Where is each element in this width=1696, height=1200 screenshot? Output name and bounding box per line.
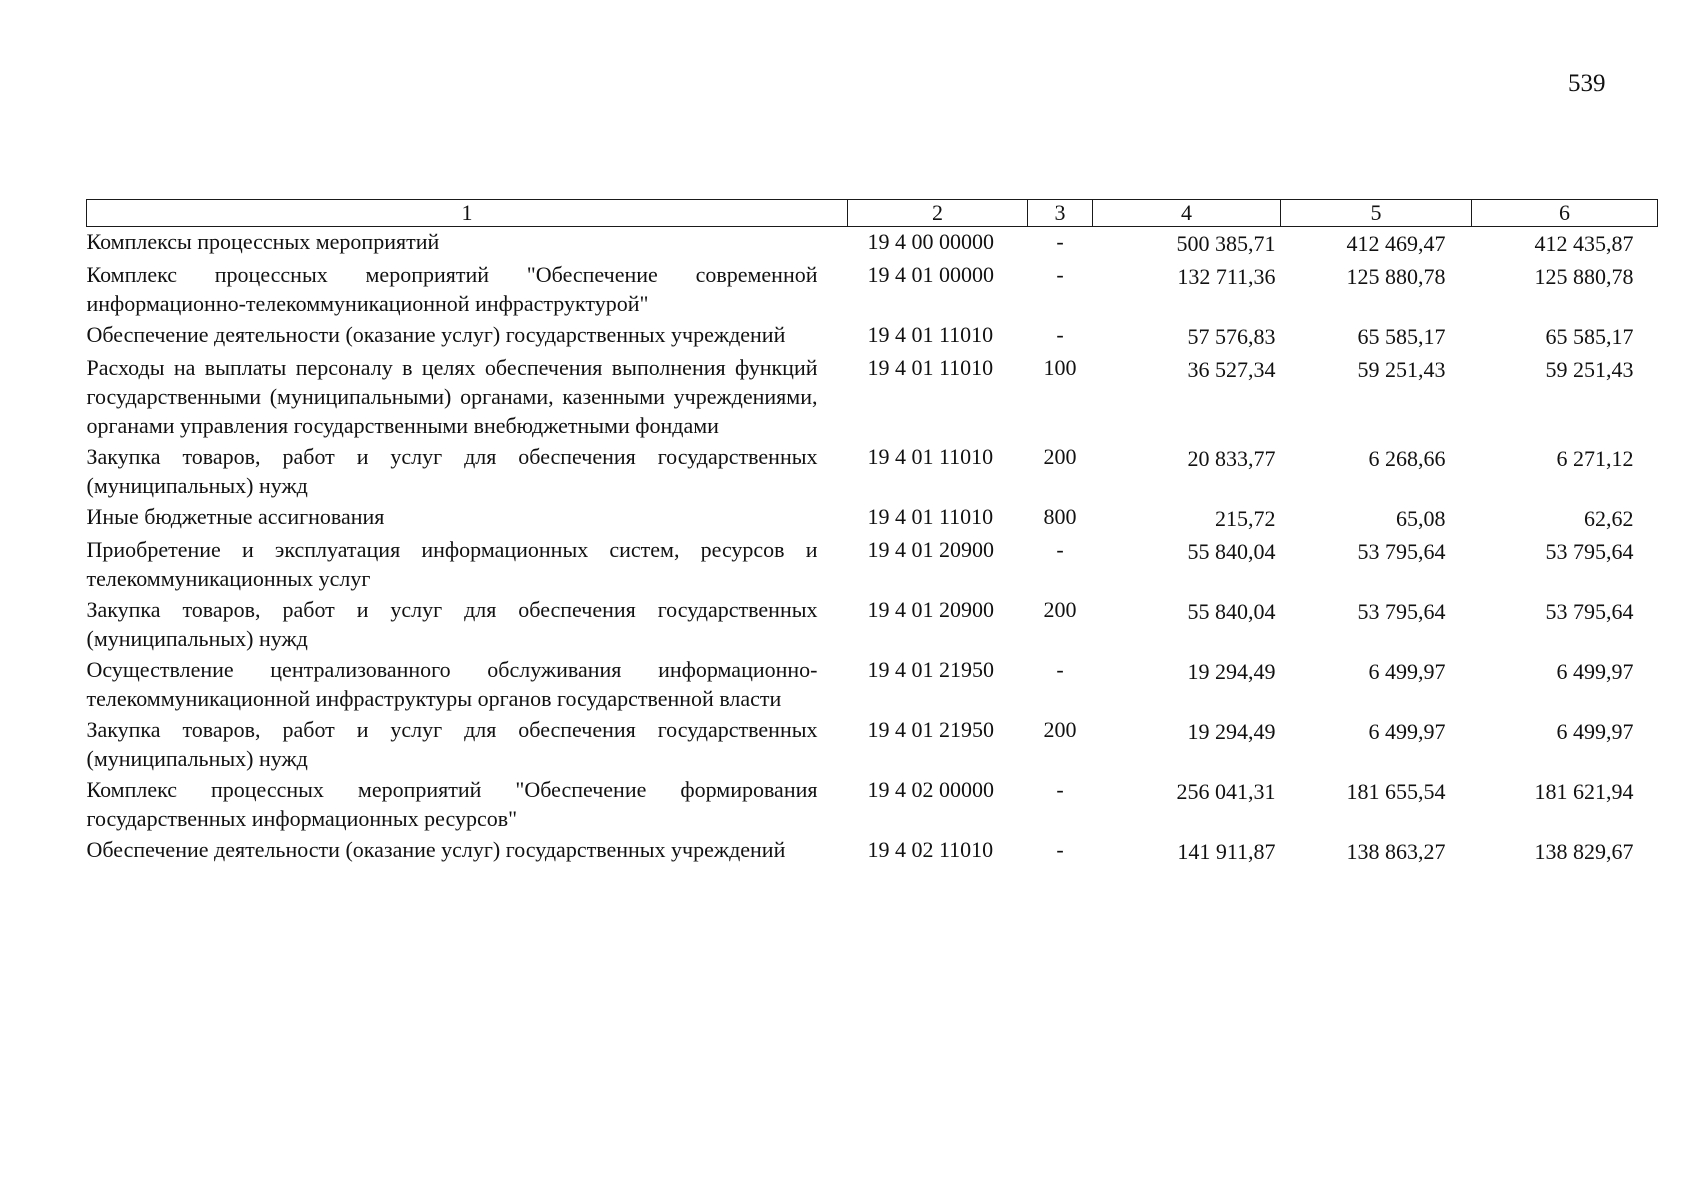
table-row — [87, 227, 1658, 261]
row-expense-type: 200 — [1043, 444, 1077, 469]
table-row — [87, 775, 1658, 835]
row-value-col4: 256 041,31 — [1176, 779, 1276, 804]
column-header-3: 3 — [1028, 200, 1093, 227]
row-value-col6: 6 499,97 — [1556, 719, 1634, 744]
row-expense-type: - — [1056, 229, 1064, 254]
row-value-col6: 53 795,64 — [1545, 539, 1634, 564]
row-name: Закупка товаров, работ и услуг для обеспечения государственных (муниципальных) нужд — [86, 444, 818, 498]
row-code: 19 4 01 11010 — [867, 444, 994, 469]
row-name: Комплекс процессных мероприятий "Обеспечение формирования государственных информационных ресурсов" — [86, 777, 818, 831]
row-name: Расходы на выплаты персоналу в целях обеспечения выполнения функций государственными (муниципальными) органами, казенными учреждениями, органами управления государственными внебюджетными фондами — [86, 355, 818, 438]
table-row — [87, 260, 1658, 320]
row-value-col4: 141 911,87 — [1177, 839, 1276, 864]
row-value-col5: 53 795,64 — [1357, 539, 1446, 564]
row-expense-type: - — [1056, 837, 1064, 862]
row-value-col6: 6 271,12 — [1556, 446, 1634, 471]
row-code: 19 4 01 21950 — [867, 657, 994, 682]
row-value-col4: 215,72 — [1215, 506, 1276, 531]
table-row — [87, 595, 1658, 655]
budget-table — [86, 199, 1658, 868]
row-value-col5: 138 863,27 — [1346, 839, 1446, 864]
table-row — [87, 535, 1658, 595]
row-code: 19 4 02 11010 — [867, 837, 994, 862]
column-header-1: 1 — [87, 200, 848, 227]
row-value-col4: 19 294,49 — [1187, 719, 1276, 744]
row-value-col5: 65 585,17 — [1357, 324, 1446, 349]
row-value-col6: 62,62 — [1584, 506, 1634, 531]
row-code: 19 4 01 11010 — [867, 504, 994, 529]
table-row — [87, 655, 1658, 715]
row-code: 19 4 01 20900 — [867, 597, 994, 622]
row-value-col4: 57 576,83 — [1187, 324, 1276, 349]
table-row — [87, 353, 1658, 442]
row-name: Приобретение и эксплуатация информационных систем, ресурсов и телекоммуникационных услуг — [86, 537, 818, 591]
row-expense-type: 200 — [1043, 597, 1077, 622]
table-row — [87, 502, 1658, 535]
row-value-col4: 55 840,04 — [1187, 539, 1276, 564]
row-value-col6: 65 585,17 — [1545, 324, 1634, 349]
row-expense-type: - — [1056, 322, 1064, 347]
row-expense-type: - — [1056, 262, 1064, 287]
row-name: Иные бюджетные ассигнования — [86, 504, 385, 529]
row-value-col5: 125 880,78 — [1346, 264, 1446, 289]
row-name: Комплекс процессных мероприятий "Обеспечение современной информационно-телекоммуникационной инфраструктурой" — [86, 262, 818, 316]
row-value-col6: 125 880,78 — [1534, 264, 1634, 289]
row-name: Обеспечение деятельности (оказание услуг) государственных учреждений — [86, 322, 786, 347]
row-name: Закупка товаров, работ и услуг для обеспечения государственных (муниципальных) нужд — [86, 717, 818, 771]
row-code: 19 4 01 11010 — [867, 355, 994, 380]
row-value-col4: 55 840,04 — [1187, 599, 1276, 624]
row-value-col4: 500 385,71 — [1176, 231, 1276, 256]
table-row — [87, 320, 1658, 353]
row-name: Комплексы процессных мероприятий — [86, 229, 440, 254]
row-value-col5: 59 251,43 — [1357, 357, 1446, 382]
row-expense-type: 200 — [1043, 717, 1077, 742]
row-value-col4: 19 294,49 — [1187, 659, 1276, 684]
row-value-col6: 53 795,64 — [1545, 599, 1634, 624]
row-value-col5: 412 469,47 — [1346, 231, 1446, 256]
column-header-4: 4 — [1093, 200, 1281, 227]
table-row — [87, 715, 1658, 775]
row-expense-type: 100 — [1043, 355, 1077, 380]
row-value-col5: 6 499,97 — [1368, 719, 1446, 744]
row-value-col4: 36 527,34 — [1187, 357, 1276, 382]
row-expense-type: - — [1056, 777, 1064, 802]
row-value-col6: 59 251,43 — [1545, 357, 1634, 382]
row-value-col5: 6 499,97 — [1368, 659, 1446, 684]
column-header-5: 5 — [1281, 200, 1472, 227]
row-value-col6: 6 499,97 — [1556, 659, 1634, 684]
row-value-col5: 6 268,66 — [1368, 446, 1446, 471]
row-value-col6: 181 621,94 — [1534, 779, 1634, 804]
table-header-row — [87, 200, 1658, 227]
row-expense-type: 800 — [1043, 504, 1077, 529]
row-name: Закупка товаров, работ и услуг для обеспечения государственных (муниципальных) нужд — [86, 597, 818, 651]
row-value-col5: 65,08 — [1396, 506, 1446, 531]
row-code: 19 4 00 00000 — [867, 229, 994, 254]
row-expense-type: - — [1056, 657, 1064, 682]
row-value-col6: 138 829,67 — [1534, 839, 1634, 864]
column-header-2: 2 — [848, 200, 1028, 227]
row-value-col5: 53 795,64 — [1357, 599, 1446, 624]
row-value-col5: 181 655,54 — [1346, 779, 1446, 804]
row-name: Осуществление централизованного обслуживания информационно-телекоммуникационной инфраструктуры органов государственной власти — [86, 657, 818, 711]
row-name: Обеспечение деятельности (оказание услуг) государственных учреждений — [86, 837, 786, 862]
page-number: 539 — [1568, 70, 1606, 97]
column-header-6: 6 — [1472, 200, 1658, 227]
row-code: 19 4 01 21950 — [867, 717, 994, 742]
row-code: 19 4 01 00000 — [867, 262, 994, 287]
row-value-col4: 132 711,36 — [1177, 264, 1276, 289]
table-row — [87, 835, 1658, 868]
row-code: 19 4 01 11010 — [867, 322, 994, 347]
table-row — [87, 442, 1658, 502]
row-value-col6: 412 435,87 — [1534, 231, 1634, 256]
row-code: 19 4 01 20900 — [867, 537, 994, 562]
row-expense-type: - — [1056, 537, 1064, 562]
row-value-col4: 20 833,77 — [1187, 446, 1276, 471]
row-code: 19 4 02 00000 — [867, 777, 994, 802]
